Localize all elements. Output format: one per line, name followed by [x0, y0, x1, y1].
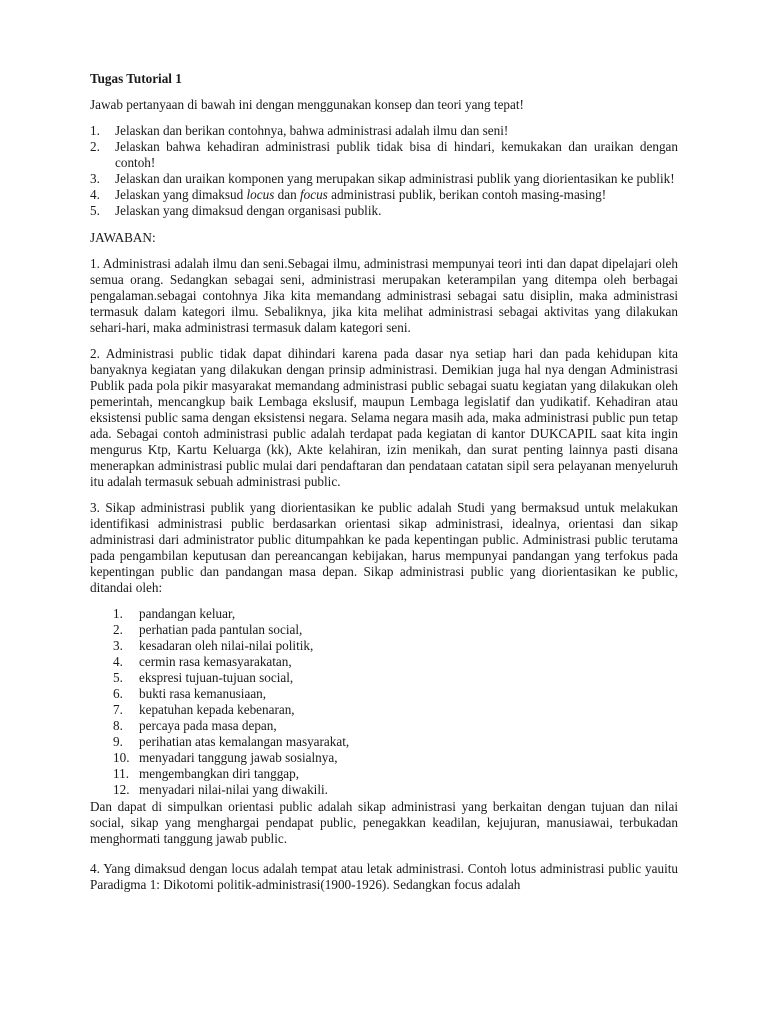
list-number: 2. [113, 622, 123, 637]
list-number: 9. [113, 734, 123, 749]
list-number: 10. [113, 750, 130, 765]
list-item [113, 782, 678, 798]
attitude-list [113, 606, 678, 798]
question-item [90, 139, 678, 171]
list-text: menyadari tanggung jawab sosialnya, [139, 750, 338, 765]
question-number: 2. [90, 139, 100, 154]
question-list [90, 123, 678, 219]
list-number: 4. [113, 654, 123, 669]
question-text: Jelaskan bahwa kehadiran administrasi publik tidak bisa di hindari, kemukakan dan uraikan dengan contoh! [115, 139, 678, 170]
list-item [113, 750, 678, 766]
list-text: pandangan keluar, [139, 606, 236, 621]
list-item [113, 686, 678, 702]
list-item [113, 734, 678, 750]
document-title: Tugas Tutorial 1 [90, 71, 182, 86]
document-body [90, 71, 678, 893]
list-text: ekspresi tujuan-tujuan social, [139, 670, 294, 685]
list-number: 1. [113, 606, 123, 621]
list-item [113, 670, 678, 686]
list-number: 11. [113, 766, 129, 781]
question-text: Jelaskan dan berikan contohnya, bahwa administrasi adalah ilmu dan seni! [115, 123, 509, 138]
italic-term-focus: focus [299, 187, 328, 202]
list-number: 3. [113, 638, 123, 653]
question-item [90, 171, 678, 187]
question-text-part: Jelaskan yang dimaksud [115, 187, 247, 202]
list-text: cermin rasa kemasyarakatan, [139, 654, 292, 669]
list-item [113, 718, 678, 734]
jawaban-heading: JAWABAN: [90, 230, 156, 245]
list-text: perhatian pada pantulan social, [139, 622, 303, 637]
paragraph-spacer [90, 847, 678, 861]
list-number: 12. [113, 782, 130, 797]
list-item [113, 638, 678, 654]
list-text: percaya pada masa depan, [139, 718, 277, 733]
list-text: kepatuhan kepada kebenaran, [139, 702, 295, 717]
italic-term-locus: locus [246, 187, 275, 202]
question-item [90, 187, 678, 203]
list-number: 8. [113, 718, 123, 733]
list-item [113, 606, 678, 622]
answer-3-intro: 3. Sikap administrasi publik yang diorientasikan ke public adalah Studi yang bermaksud untuk melakukan identifikasi administrasi public berdasarkan orientasi sikap administrasi, idealnya, orientasi dan sikap administrasi dari administrator public ditumpahkan ke pada kepentingan public. Administrasi public terutama pada pengambilan keputusan dan pereancangan kebijakan, harus mempunyai pandangan yang terfokus pada kepentingan public dan pandangan masa depan. Sikap administrasi public yang diorientasikan ke public, ditandai oleh: [90, 500, 678, 595]
list-item [113, 654, 678, 670]
list-number: 6. [113, 686, 123, 701]
answer-2: 2. Administrasi public tidak dapat dihindari karena pada dasar nya setiap hari dan pada kehidupan kita banyaknya kegiatan yang dilakukan dengan prinsip administrasi. Demikian juga hal nya dengan Administrasi Publik pada pola pikir masyarakat memandang administrasi public sebagai suatu kegiatan yang dilakukan oleh pemerintah, mencangkup baik Lembaga ekslusif, maupun Lembaga legislatif dan yudikatif. Kehadiran atau eksistensi public sama dengan eksistensi negara. Selama negara masih ada, maka administrasi public pun tetap ada. Sebagai contoh administrasi public adalah terdapat pada kegiatan di kantor DUKCAPIL saat kita ingin mengurus Ktp, Kartu Keluarga (kk), Akte kelahiran, izin menikah, dan surat penting lainnya pasti disana menerapkan administrasi public mulai dari pendaftaran dan pendataan catatan sipil sera pelayanan menyeluruh itu adalah termasuk sebuah administrasi public. [90, 346, 678, 489]
question-text: Jelaskan yang dimaksud dengan organisasi publik. [115, 203, 382, 218]
list-text: perihatian atas kemalangan masyarakat, [139, 734, 350, 749]
instruction-text: Jawab pertanyaan di bawah ini dengan menggunakan konsep dan teori yang tepat! [90, 97, 524, 112]
question-item [90, 203, 678, 219]
question-text-part: administrasi publik, berikan contoh masing-masing! [327, 187, 607, 202]
list-item [113, 766, 678, 782]
list-text: mengembangkan diri tanggap, [139, 766, 300, 781]
question-text: Jelaskan dan uraikan komponen yang merupakan sikap administrasi publik yang diorientasikan ke publik! [115, 171, 675, 186]
list-text: bukti rasa kemanusiaan, [139, 686, 267, 701]
list-number: 5. [113, 670, 123, 685]
question-number: 3. [90, 171, 100, 186]
question-text [115, 187, 678, 203]
list-text: menyadari nilai-nilai yang diwakili. [139, 782, 328, 797]
list-number: 7. [113, 702, 123, 717]
question-number: 5. [90, 203, 100, 218]
answer-4-partial: 4. Yang dimaksud dengan locus adalah tempat atau letak administrasi. Contoh lotus administrasi public yauitu Paradigma 1: Dikotomi politik-administrasi(1900-1926). Sedangkan focus adalah [90, 861, 678, 892]
question-item [90, 123, 678, 139]
answer-1: 1. Administrasi adalah ilmu dan seni.Sebagai ilmu, administrasi mempunyai teori inti dan dapat dipelajari oleh semua orang. Sedangkan sebagai seni, administrasi merupakan keterampilan yang ditempa oleh berbagai pengalaman.sebagai contohnya Jika kita memandang administrasi sebagai satu disiplin, maka administrasi termasuk dalam kategori ilmu. Sebaliknya, jika kita melihat administrasi sebagai aktivitas yang dilakukan sehari-hari, maka administrasi termasuk dalam kategori seni. [90, 256, 678, 335]
question-number: 4. [90, 187, 100, 202]
list-item [113, 622, 678, 638]
list-item [113, 702, 678, 718]
question-text-part: dan [274, 187, 300, 202]
question-number: 1. [90, 123, 100, 138]
list-text: kesadaran oleh nilai-nilai politik, [139, 638, 314, 653]
answer-3-conclusion: Dan dapat di simpulkan orientasi public adalah sikap administrasi yang berkaitan dengan tujuan dan nilai social, sikap yang menghargai pendapat public, penegakkan keadilan, kejujuran, manusiawai, terbukadan menghormati tanggung jawab public. [90, 799, 678, 846]
